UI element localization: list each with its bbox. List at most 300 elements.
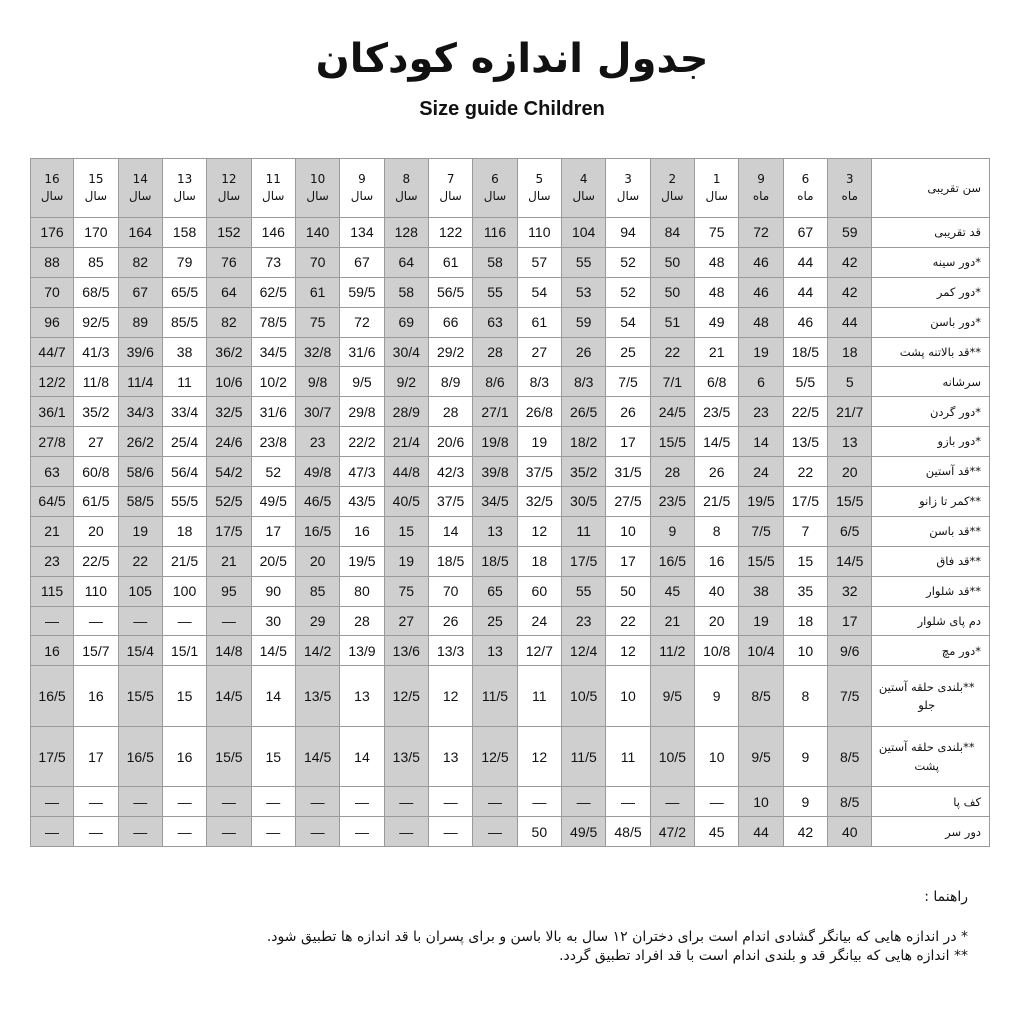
table-cell: 5 (828, 367, 872, 397)
table-cell: 19/5 (739, 487, 783, 517)
table-cell: 17/5 (30, 727, 74, 788)
table-cell: 15/4 (119, 636, 163, 666)
table-cell: 9/5 (739, 727, 783, 788)
table-cell: 42 (828, 248, 872, 278)
age-number: 6 (491, 171, 499, 186)
table-cell: 15/5 (119, 666, 163, 727)
table-cell: 29 (296, 607, 340, 637)
table-cell: 65/5 (163, 278, 207, 308)
table-cell: 24/6 (207, 427, 251, 457)
table-cell: 26 (429, 607, 473, 637)
table-cell: 48 (695, 248, 739, 278)
age-column-header (606, 158, 650, 218)
table-cell: 8/9 (429, 367, 473, 397)
table-cell: 8/3 (562, 367, 606, 397)
table-cell: 52 (606, 248, 650, 278)
age-unit: سال (262, 189, 285, 203)
table-cell: 11 (606, 727, 650, 788)
table-cell: 14 (252, 666, 296, 727)
age-column-header (207, 158, 251, 218)
table-row (30, 787, 990, 817)
table-cell: 12/4 (562, 636, 606, 666)
age-unit: سال (439, 189, 462, 203)
table-cell: 42/3 (429, 457, 473, 487)
table-cell: 14 (340, 727, 384, 788)
table-cell: 41/3 (74, 338, 118, 368)
table-cell: 49 (695, 308, 739, 338)
table-cell: 22/5 (74, 547, 118, 577)
table-cell: 116 (473, 218, 517, 248)
table-cell: 29/8 (340, 397, 384, 427)
table-cell: 38 (163, 338, 207, 368)
table-cell: — (429, 817, 473, 847)
table-cell: 75 (695, 218, 739, 248)
table-cell: 21 (30, 517, 74, 547)
table-cell: 11/8 (74, 367, 118, 397)
table-cell: 128 (385, 218, 429, 248)
age-unit: سال (173, 189, 196, 203)
row-label: **کمر تا زانو (872, 487, 990, 517)
table-cell: 23 (562, 607, 606, 637)
table-cell: 37/5 (429, 487, 473, 517)
table-cell: 13 (473, 636, 517, 666)
row-label: *دور سینه (872, 248, 990, 278)
table-cell: — (385, 787, 429, 817)
row-label: **قد بالاتنه پشت (872, 338, 990, 368)
table-cell: — (74, 787, 118, 817)
table-cell: 110 (74, 577, 118, 607)
table-cell: 32/8 (296, 338, 340, 368)
table-cell: — (695, 787, 739, 817)
size-table (30, 158, 990, 847)
table-row (30, 397, 990, 427)
table-cell: 28 (340, 607, 384, 637)
table-cell: 48 (695, 278, 739, 308)
row-label: سرشانه (872, 367, 990, 397)
age-column-header (30, 158, 74, 218)
table-cell: 78/5 (252, 308, 296, 338)
age-unit: ماه (797, 189, 814, 203)
table-cell: 15/5 (739, 547, 783, 577)
table-cell: 11/5 (473, 666, 517, 727)
table-cell: 11/5 (562, 727, 606, 788)
table-cell: 18 (828, 338, 872, 368)
table-cell: 6/5 (828, 517, 872, 547)
age-column-header (562, 158, 606, 218)
table-cell: 15 (784, 547, 828, 577)
table-cell: 61 (518, 308, 562, 338)
table-cell: 30/7 (296, 397, 340, 427)
table-cell: 39/6 (119, 338, 163, 368)
table-cell: 43/5 (340, 487, 384, 517)
table-cell: 10/5 (562, 666, 606, 727)
table-cell: 12/7 (518, 636, 562, 666)
table-cell: 164 (119, 218, 163, 248)
table-cell: — (163, 787, 207, 817)
table-cell: 80 (340, 577, 384, 607)
table-cell: 16/5 (296, 517, 340, 547)
row-label: **بلندی حلقه آستین پشت (872, 727, 990, 788)
age-number: 15 (88, 171, 104, 186)
table-cell: 13 (473, 517, 517, 547)
table-cell: 13/6 (385, 636, 429, 666)
table-cell: — (385, 817, 429, 847)
table-cell: 14/5 (296, 727, 340, 788)
age-column-header (473, 158, 517, 218)
table-cell: 26/8 (518, 397, 562, 427)
table-cell: 9/5 (340, 367, 384, 397)
table-cell: 176 (30, 218, 74, 248)
table-cell: 31/6 (252, 397, 296, 427)
table-cell: 34/5 (473, 487, 517, 517)
table-cell: 12 (606, 636, 650, 666)
table-cell: 49/5 (562, 817, 606, 847)
table-row (30, 607, 990, 637)
age-number: 4 (579, 171, 588, 186)
table-cell: 5/5 (784, 367, 828, 397)
table-cell: 64/5 (30, 487, 74, 517)
table-cell: 36/1 (30, 397, 74, 427)
table-cell: — (606, 787, 650, 817)
table-cell: 20/6 (429, 427, 473, 457)
table-cell: — (30, 817, 74, 847)
notes-heading: راهنما : (924, 889, 968, 905)
table-cell: 10/8 (695, 636, 739, 666)
table-cell: 46 (739, 278, 783, 308)
table-cell: 35/2 (562, 457, 606, 487)
table-row (30, 487, 990, 517)
table-cell: 69 (385, 308, 429, 338)
table-cell: 14/5 (828, 547, 872, 577)
table-cell: 22 (784, 457, 828, 487)
table-cell: 10 (695, 727, 739, 788)
table-cell: 11 (518, 666, 562, 727)
age-unit: سال (40, 189, 64, 203)
table-cell: 115 (30, 577, 74, 607)
table-cell: 24 (739, 457, 783, 487)
table-cell: 54/2 (207, 457, 251, 487)
table-cell: 60 (518, 577, 562, 607)
table-cell: 55/5 (163, 487, 207, 517)
table-cell: 13/5 (784, 427, 828, 457)
table-cell: 50 (651, 278, 695, 308)
table-cell: 16/5 (119, 727, 163, 788)
table-cell: 21/7 (828, 397, 872, 427)
table-cell: 44 (828, 308, 872, 338)
table-cell: 72 (739, 218, 783, 248)
table-cell: 66 (429, 308, 473, 338)
table-row (30, 367, 990, 397)
table-cell: 29/2 (429, 338, 473, 368)
table-cell: 54 (606, 308, 650, 338)
table-cell: 14 (429, 517, 473, 547)
table-cell: 10/4 (739, 636, 783, 666)
table-cell: 89 (119, 308, 163, 338)
age-number: 3 (845, 171, 854, 186)
table-cell: 17 (606, 427, 650, 457)
table-cell: 104 (562, 218, 606, 248)
table-row (30, 547, 990, 577)
table-cell: 15 (385, 517, 429, 547)
table-cell: 22/2 (340, 427, 384, 457)
table-cell: 32/5 (207, 397, 251, 427)
table-cell: 15/5 (828, 487, 872, 517)
row-label: **قد باسن (872, 517, 990, 547)
table-cell: 22 (651, 338, 695, 368)
table-cell: 18/5 (429, 547, 473, 577)
table-cell: 65 (473, 577, 517, 607)
table-cell: 18 (518, 547, 562, 577)
table-cell: 48/5 (606, 817, 650, 847)
table-cell: — (296, 817, 340, 847)
table-cell: 37/5 (518, 457, 562, 487)
table-cell: 51 (651, 308, 695, 338)
table-cell: 36/2 (207, 338, 251, 368)
table-cell: 67 (340, 248, 384, 278)
table-cell: 52 (606, 278, 650, 308)
table-cell: 19 (518, 427, 562, 457)
table-cell: 58 (385, 278, 429, 308)
age-unit: سال (661, 189, 684, 203)
table-cell: 90 (252, 577, 296, 607)
table-cell: 28 (429, 397, 473, 427)
table-row (30, 457, 990, 487)
table-cell: 15/5 (207, 727, 251, 788)
table-cell: 17 (252, 517, 296, 547)
table-cell: 53 (562, 278, 606, 308)
note-loose-fit: * در اندازه هایی که بیانگر گشادی اندام است برای دختران ۱۲ سال به بالا باسن و برای پسران با قد اندازه ها تطبیق شود. (266, 928, 968, 945)
age-column-header (429, 158, 473, 218)
table-cell: 26 (606, 397, 650, 427)
table-cell: 17/5 (784, 487, 828, 517)
table-cell: 96 (30, 308, 74, 338)
table-cell: 84 (651, 218, 695, 248)
table-cell: 48 (739, 308, 783, 338)
age-unit: سال (306, 189, 329, 203)
table-row (30, 338, 990, 368)
table-cell: 52 (252, 457, 296, 487)
table-cell: 21 (651, 607, 695, 637)
table-cell: 27 (385, 607, 429, 637)
table-cell: 18 (163, 517, 207, 547)
table-cell: 10/2 (252, 367, 296, 397)
table-cell: 35/2 (74, 397, 118, 427)
table-cell: 6 (739, 367, 783, 397)
table-cell: 85 (74, 248, 118, 278)
age-unit: سال (616, 189, 640, 203)
table-cell: 8/6 (473, 367, 517, 397)
row-label: *دور باسن (872, 308, 990, 338)
table-cell: 21/5 (163, 547, 207, 577)
age-unit: سال (129, 189, 152, 203)
table-cell: 19 (739, 338, 783, 368)
table-cell: 39/8 (473, 457, 517, 487)
table-cell: 7/5 (739, 517, 783, 547)
table-cell: 11 (163, 367, 207, 397)
table-header-row (30, 158, 990, 218)
table-cell: 27/8 (30, 427, 74, 457)
age-unit: سال (572, 189, 595, 203)
table-cell: 8/3 (518, 367, 562, 397)
table-cell: 44 (784, 278, 828, 308)
table-cell: 67 (119, 278, 163, 308)
row-label: **بلندی حلقه آستین جلو (872, 666, 990, 727)
table-cell: 26 (562, 338, 606, 368)
table-row (30, 278, 990, 308)
table-cell: 20 (74, 517, 118, 547)
table-cell: 23 (739, 397, 783, 427)
table-cell: 9/6 (828, 636, 872, 666)
table-cell: 11 (562, 517, 606, 547)
table-cell: 75 (296, 308, 340, 338)
table-cell: 9/2 (385, 367, 429, 397)
table-cell: 44 (739, 817, 783, 847)
table-cell: 19/8 (473, 427, 517, 457)
note-length: ** اندازه هایی که بیانگر قد و بلندی اندام است با قد افراد تطبیق گردد. (559, 948, 968, 965)
table-cell: 9/5 (651, 666, 695, 727)
table-cell: 14/5 (252, 636, 296, 666)
table-cell: 14/8 (207, 636, 251, 666)
notes-section (40, 888, 968, 967)
table-cell: 28 (473, 338, 517, 368)
table-row (30, 577, 990, 607)
table-cell: 52/5 (207, 487, 251, 517)
table-cell: 17 (74, 727, 118, 788)
table-cell: 57 (518, 248, 562, 278)
table-cell: 68/5 (74, 278, 118, 308)
age-number: 8 (402, 171, 411, 186)
age-column-header (385, 158, 429, 218)
page-title: جدول اندازه کودکان (315, 36, 709, 82)
table-cell: — (429, 787, 473, 817)
age-number: 3 (624, 171, 632, 186)
age-column-header (340, 158, 384, 218)
age-unit: ماه (752, 189, 770, 203)
table-cell: 13/9 (340, 636, 384, 666)
table-cell: — (340, 787, 384, 817)
age-number: 11 (265, 171, 281, 186)
table-cell: 27 (518, 338, 562, 368)
table-cell: 134 (340, 218, 384, 248)
table-cell: 158 (163, 218, 207, 248)
table-cell: 47/2 (651, 817, 695, 847)
table-cell: — (518, 787, 562, 817)
table-cell: 27/1 (473, 397, 517, 427)
row-label: کف پا (872, 787, 990, 817)
table-cell: 70 (296, 248, 340, 278)
table-cell: 16 (74, 666, 118, 727)
table-cell: 18 (784, 607, 828, 637)
table-cell: 19 (119, 517, 163, 547)
table-cell: 19 (739, 607, 783, 637)
table-row (30, 636, 990, 666)
table-cell: 12/5 (385, 666, 429, 727)
table-cell: 46 (784, 308, 828, 338)
age-number: 12 (221, 171, 237, 186)
table-cell: 62/5 (252, 278, 296, 308)
age-column-header (651, 158, 695, 218)
table-cell: 21 (695, 338, 739, 368)
age-unit: سال (350, 189, 374, 203)
age-column-header (252, 158, 296, 218)
table-cell: 7 (784, 517, 828, 547)
table-row (30, 817, 990, 847)
table-cell: 72 (340, 308, 384, 338)
table-cell: 152 (207, 218, 251, 248)
table-row (30, 218, 990, 248)
table-cell: 14/5 (695, 427, 739, 457)
table-cell: 94 (606, 218, 650, 248)
table-cell: 10/6 (207, 367, 251, 397)
table-cell: 63 (473, 308, 517, 338)
table-row (30, 727, 990, 788)
table-cell: — (207, 607, 251, 637)
table-cell: 40/5 (385, 487, 429, 517)
table-cell: 9 (695, 666, 739, 727)
table-cell: 140 (296, 218, 340, 248)
table-cell: 13 (429, 727, 473, 788)
table-cell: 8/5 (828, 727, 872, 788)
table-cell: 70 (429, 577, 473, 607)
table-cell: 10 (606, 666, 650, 727)
table-cell: 22/5 (784, 397, 828, 427)
table-cell: 25 (606, 338, 650, 368)
table-cell: 12 (429, 666, 473, 727)
table-cell: 14 (739, 427, 783, 457)
table-row (30, 666, 990, 727)
table-cell: 58 (473, 248, 517, 278)
table-cell: — (119, 607, 163, 637)
table-cell: 82 (207, 308, 251, 338)
table-cell: 46 (739, 248, 783, 278)
age-number: 7 (446, 171, 455, 186)
table-cell: 9/8 (296, 367, 340, 397)
table-cell: 13 (340, 666, 384, 727)
table-cell: 16 (163, 727, 207, 788)
table-cell: — (30, 787, 74, 817)
table-cell: — (74, 607, 118, 637)
table-cell: 19/5 (340, 547, 384, 577)
table-cell: — (252, 817, 296, 847)
row-label: **قد آستین (872, 457, 990, 487)
table-cell: 88 (30, 248, 74, 278)
table-cell: 95 (207, 577, 251, 607)
age-unit: سال (705, 189, 728, 203)
table-cell: 11/4 (119, 367, 163, 397)
table-cell: 49/8 (296, 457, 340, 487)
table-cell: 16/5 (651, 547, 695, 577)
table-cell: 18/2 (562, 427, 606, 457)
table-cell: 10 (606, 517, 650, 547)
age-column-header (695, 158, 739, 218)
age-unit: سال (84, 189, 108, 203)
row-label: *دور کمر (872, 278, 990, 308)
table-cell: 73 (252, 248, 296, 278)
age-column-header (74, 158, 118, 218)
table-cell: 122 (429, 218, 473, 248)
table-cell: 44/8 (385, 457, 429, 487)
table-cell: 67 (784, 218, 828, 248)
table-cell: 64 (207, 278, 251, 308)
table-cell: 13 (828, 427, 872, 457)
table-cell: — (252, 787, 296, 817)
table-cell: 61/5 (74, 487, 118, 517)
table-cell: 44/7 (30, 338, 74, 368)
table-cell: — (651, 787, 695, 817)
table-cell: 63 (30, 457, 74, 487)
age-number: 6 (801, 171, 810, 186)
table-cell: 21/5 (695, 487, 739, 517)
